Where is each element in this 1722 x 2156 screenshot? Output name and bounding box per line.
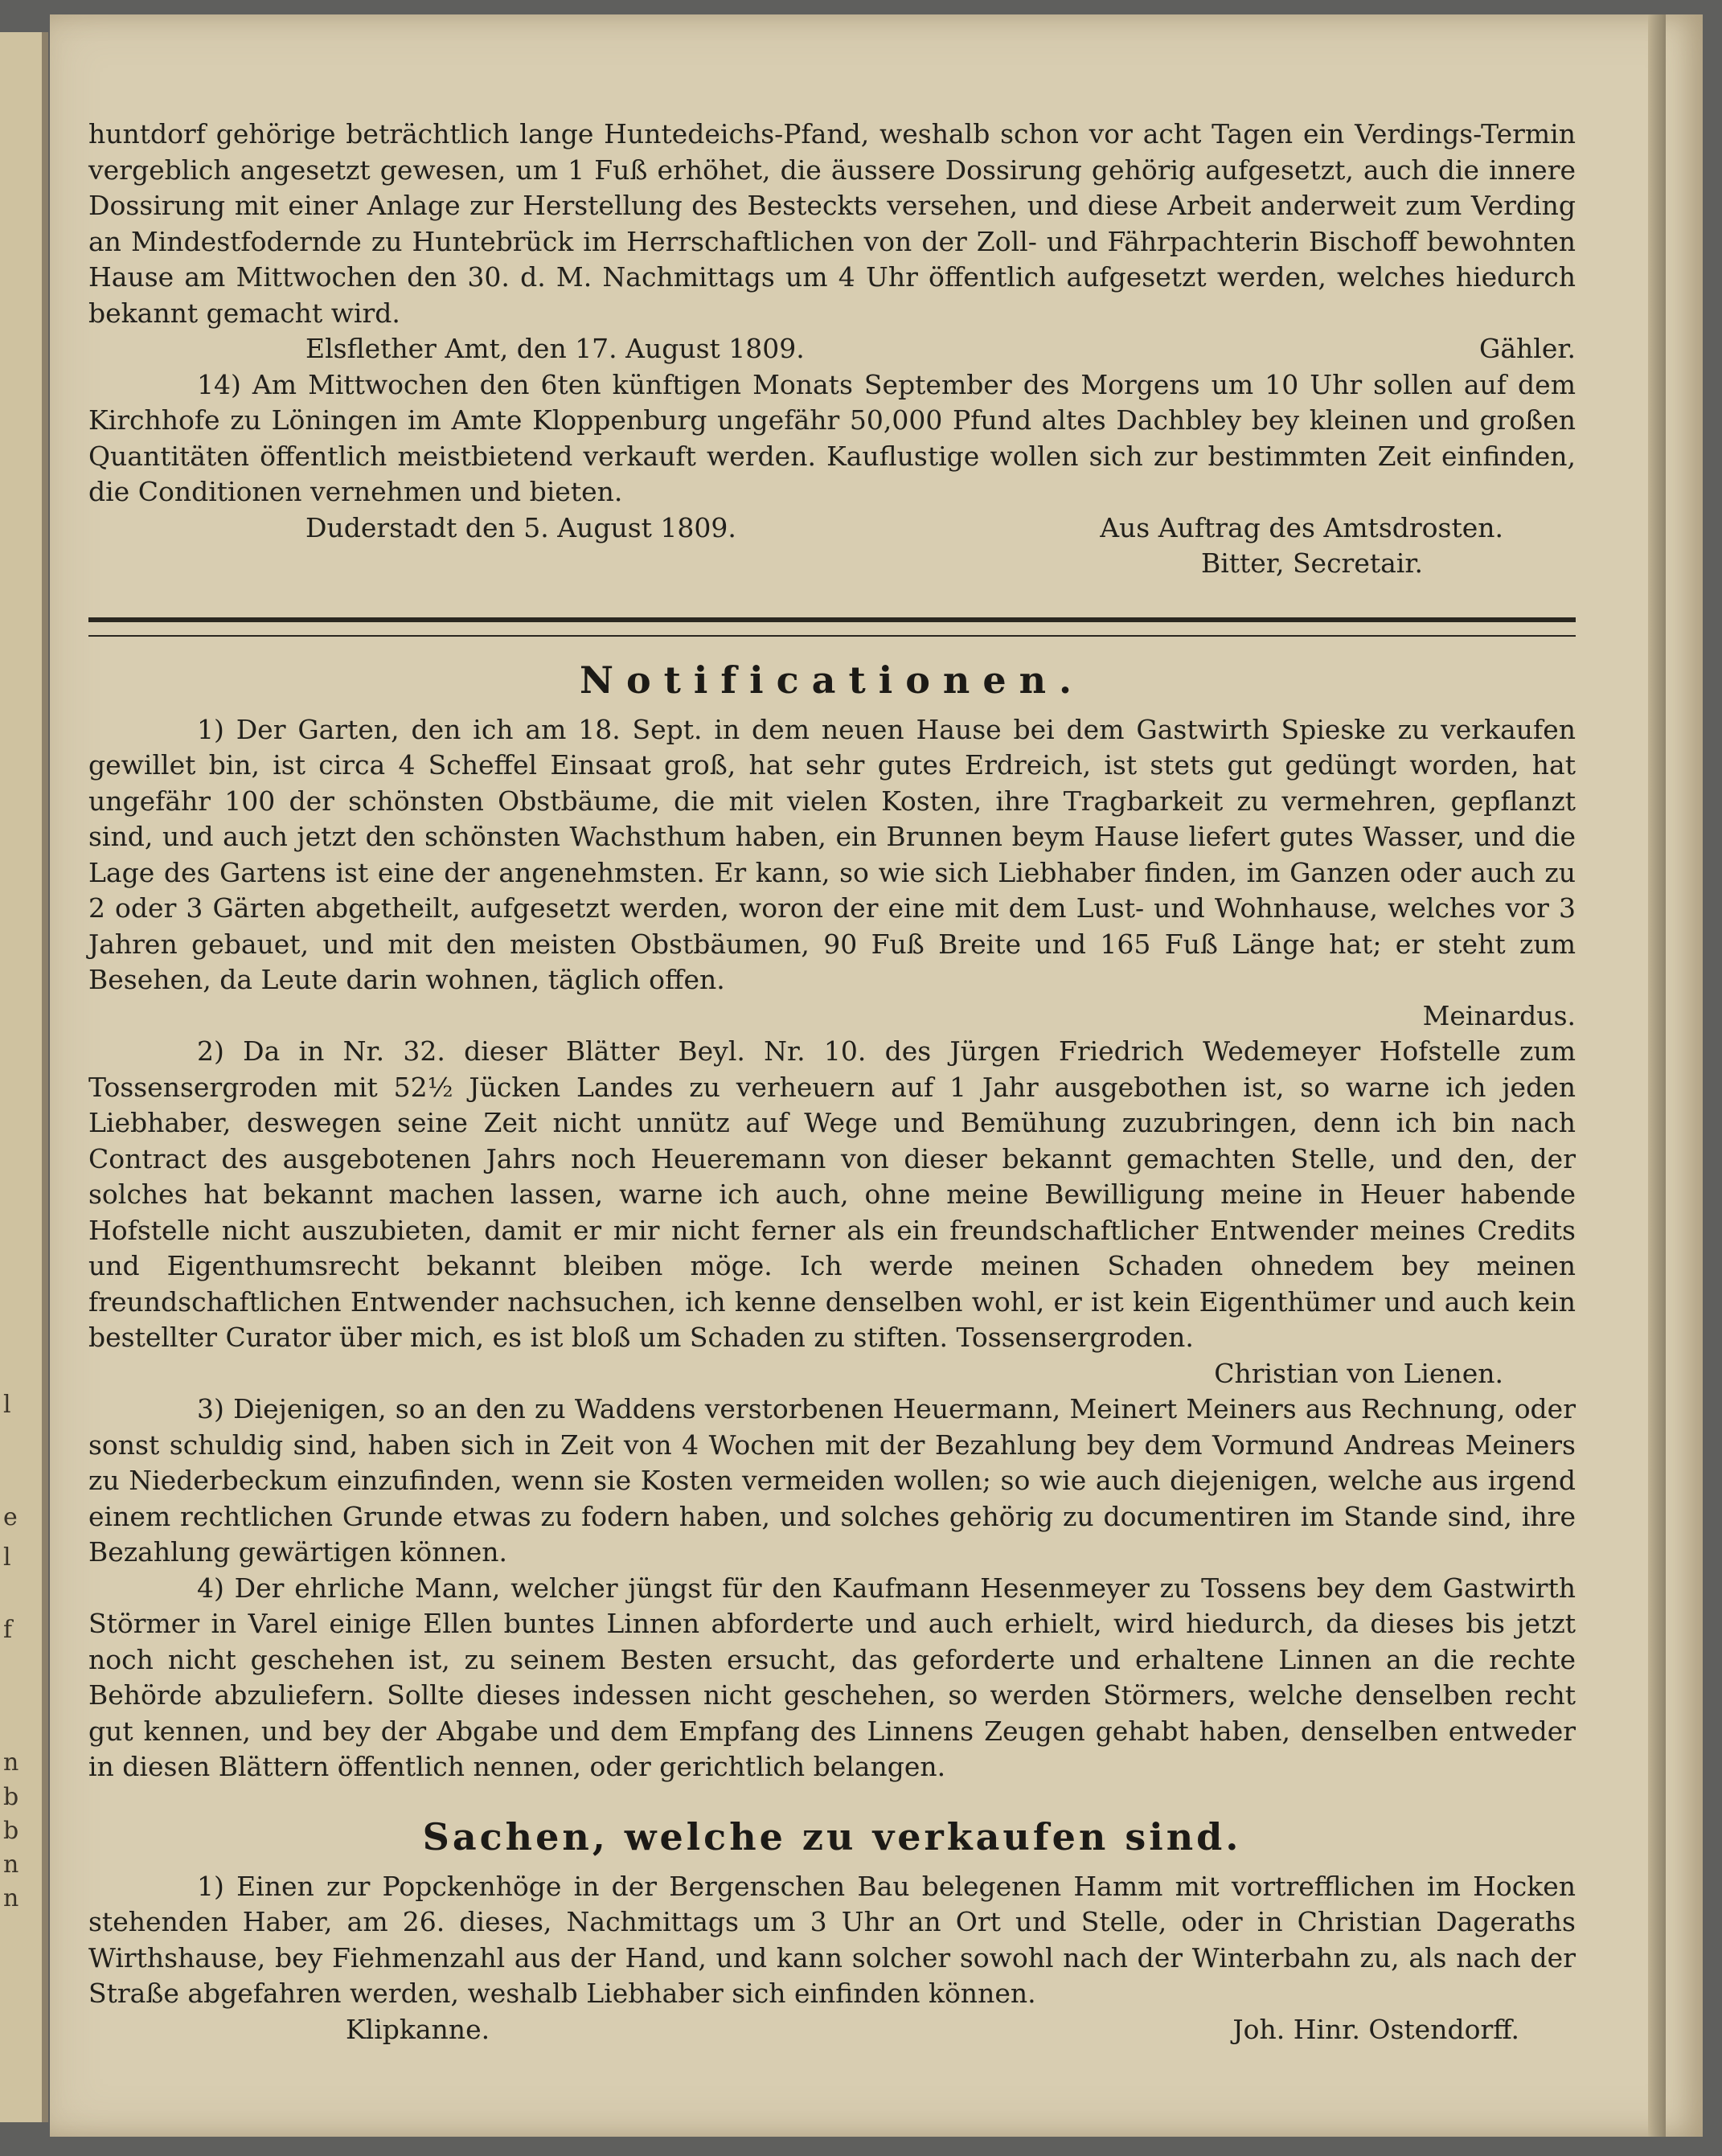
- previous-page-letter: l: [3, 1391, 11, 1419]
- section-divider-thin: [88, 635, 1576, 637]
- notification-3-text: 3) Diejenigen, so an den zu Waddens verstorbenen Heuermann, Meinert Meiners aus Rechnung, oder sonst schuldig sind, haben sich in Zeit von 4 Wochen mit der Bezahlung bey dem Vormund Andreas Meiners zu Niederbeckum einzufinden, wenn sie Kosten vermeiden wollen; so wie auch diejenigen, welche aus irgend einem rechtlichen Grunde etwas zu fodern haben, und solches gehörig zu documentiren im Stande sind, ihre Bezahlung gewärtigen können.: [88, 1393, 1576, 1568]
- announcement-14-text: 14) Am Mittwochen den 6ten künftigen Monats September des Morgens um 10 Uhr sollen auf dem Kirchhofe zu Löningen im Amte Kloppenburg ungefähr 50,000 Pfund altes Dachbley bey kleinen und großen Quantitäten öffentlich meistbietend verkauft werden. Kauflustige wollen sich zur bestimmten Zeit einfinden, die Conditionen vernehmen und bieten.: [88, 368, 1576, 507]
- announcement-14-date: Duderstadt den 5. August 1809.: [305, 511, 736, 543]
- notifications-heading: Notificationen.: [579, 658, 1085, 702]
- previous-page-letter: n: [3, 1851, 19, 1879]
- announcement-13-footer: [88, 331, 1576, 367]
- previous-page-letter: f: [3, 1616, 13, 1644]
- page-edge: [1648, 14, 1666, 2137]
- previous-page-letter: e: [3, 1503, 18, 1531]
- notification-1-signature: Meinardus.: [1422, 999, 1576, 1031]
- previous-page-letter: l: [3, 1543, 11, 1572]
- previous-page-edge: [42, 32, 48, 2122]
- page-text: [88, 117, 1576, 2047]
- notification-2-signature: Christian von Lienen.: [1214, 1357, 1503, 1389]
- previous-page-letter: b: [3, 1783, 19, 1811]
- announcement-13-signature: Gähler.: [1478, 333, 1576, 364]
- announcement-14-signature-line-1: Aus Auftrag des Amtsdrosten.: [1100, 511, 1503, 543]
- previous-page-margin: [0, 32, 48, 2122]
- announcement-13-date: Elsflether Amt, den 17. August 1809.: [305, 333, 805, 364]
- announcement-14-footer: [88, 510, 1576, 547]
- previous-page-letter: n: [3, 1884, 19, 1912]
- notification-2-text: 2) Da in Nr. 32. dieser Blätter Beyl. Nr. 10. des Jürgen Friedrich Wedemeyer Hofstelle zum Tossensergroden mit 52½ Jücken Landes zu verheuern auf 1 Jahr ausgebothen ist, so warne ich jeden Liebhaber, deswegen seine Zeit nicht unnütz auf Wege und Bemühung zuzubringen, denn ich bin nach Contract des ausgebotenen Jahrs noch Heueremann von dieser bekannt gemachten Stelle, und den, der solches hat bekannt machen lassen, warne ich auch, ohne meine Bewilligung meine in Heuer habende Hofstelle nicht auszubieten, damit er mir nicht ferner als ein freundschaftlicher Entwender meines Credits und Eigenthumsrecht bekannt bleiben möge. Ich werde meinen Schaden ohnedem bey meinen freundschaftlichen Entwender nachsuchen, ich kenne denselben wohl, er ist kein Eigenthümer und auch kein bestellter Curator über mich, es ist bloß um Schaden zu stiften. Tossensergroden.: [88, 1035, 1576, 1353]
- notification-4-text: 4) Der ehrliche Mann, welcher jüngst für den Kaufmann Hesenmeyer zu Tossens bey dem Gastwirth Störmer in Varel einige Ellen buntes Linnen abforderte und auch erhielt, wird hiedurch, da dieses bis jetzt noch nicht geschehen ist, zu seinem Besten ersucht, das geforderte und erhaltene Linnen an die rechte Behörde abzuliefern. Sollte dieses indessen nicht geschehen, so werden Störmers, welche denselben recht gut kennen, und bey der Abgabe und dem Empfang des Linnens Zeugen gehabt haben, denselben entweder in diesen Blättern öffentlich nennen, oder gerichtlich belangen.: [88, 1572, 1576, 1782]
- sale-1-place: Klipkanne.: [346, 2013, 490, 2045]
- announcement-14-signature-line-2: Bitter, Secretair.: [1200, 547, 1423, 579]
- section-divider-thick: [88, 617, 1576, 622]
- sale-1-signature: Joh. Hinr. Ostendorff.: [1232, 2013, 1519, 2045]
- previous-page-letter: b: [3, 1817, 19, 1845]
- notification-1-text: 1) Der Garten, den ich am 18. Sept. in dem neuen Hause bei dem Gastwirth Spieske zu verkaufen gewillet bin, ist circa 4 Scheffel Einsaat groß, hat sehr gutes Erdreich, ist stets gut gedüngt worden, hat ungefähr 100 der schönsten Obstbäume, die mit vielen Kosten, ihre Tragbarkeit zu vermehren, gepflanzt sind, und auch jetzt den schönsten Wachsthum haben, ein Brunnen beym Hause liefert gutes Wasser, und die Lage des Gartens ist eine der angenehmsten. Er kann, so wie sich Liebhaber finden, im Ganzen oder auch zu 2 oder 3 Gärten abgetheilt, aufgesetzt werden, woron der eine mit dem Lust- und Wohnhause, welches vor 3 Jahren gebauet, und mit den meisten Obstbäumen, 90 Fuß Breite und 165 Fuß Länge hat; er steht zum Besehen, da Leute darin wohnen, täglich offen.: [88, 713, 1576, 995]
- previous-page-letter: n: [3, 1748, 19, 1777]
- sale-1-footer: [88, 2012, 1576, 2048]
- sale-heading: Sachen, welche zu verkaufen sind.: [422, 1814, 1242, 1859]
- sale-1-text: 1) Einen zur Popckenhöge in der Bergenschen Bau belegenen Hamm mit vortrefflichen im Hocken stehenden Haber, am 26. dieses, Nachmittags um 3 Uhr an Ort und Stelle, oder in Christian Dageraths Wirthshause, bey Fiehmenzahl aus der Hand, und kann solcher sowohl nach der Winterbahn zu, als nach der Straße abgefahren werden, weshalb Liebhaber sich einfinden können.: [88, 1870, 1576, 2009]
- announcement-13-text: huntdorf gehörige beträchtlich lange Huntedeichs-Pfand, weshalb schon vor acht Tagen ein Verdings-Termin vergeblich angesetzt gewesen, um 1 Fuß erhöhet, die äussere Dossirung gehörig aufgesetzt, auch die innere Dossirung mit einer Anlage zur Herstellung des Besteckts versehen, und diese Arbeit anderweit zum Verding an Mindestfodernde zu Huntebrück im Herrschaftlichen von der Zoll- und Fährpachterin Bischoff bewohnten Hause am Mittwochen den 30. d. M. Nachmittags um 4 Uhr öffentlich aufgesetzt werden, welches hiedurch bekannt gemacht wird.: [88, 118, 1576, 329]
